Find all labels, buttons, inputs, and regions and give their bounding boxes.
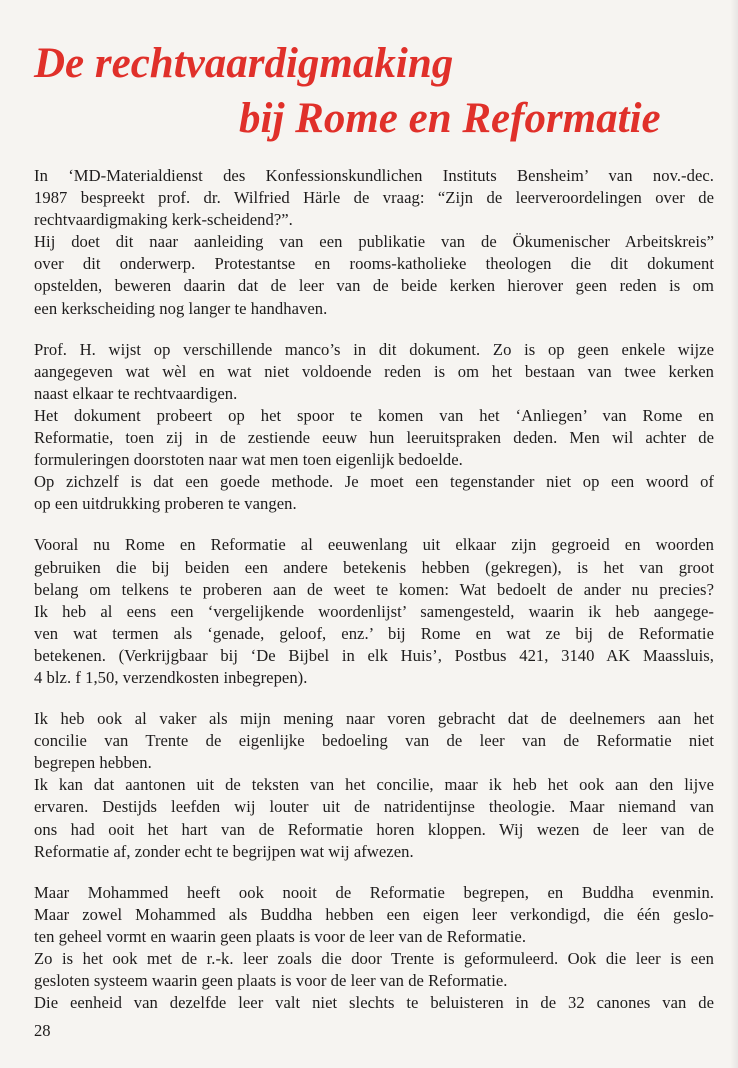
text-line: gesloten systeem waarin geen plaats is voor de leer van de Reformatie. <box>34 971 508 991</box>
text-line: ervaren. Destijds leefden wij louter uit de natridentijnse theologie. Maar niemand van <box>34 797 714 817</box>
text-line: Reformatie af, zonder echt te begrijpen wat wij afwezen. <box>34 841 414 861</box>
text-line: formuleringen doorstoten naar wat men toen eigenlijk bedoelde. <box>34 450 463 470</box>
text-line: 1987 bespreekt prof. dr. Wilfried Härle de vraag: “Zijn de leerveroordelingen over de <box>34 188 714 208</box>
text-line: Prof. H. wijst op verschillende manco’s in dit dokument. Zo is op geen enkele wijze <box>34 339 714 359</box>
paragraph-1 <box>34 165 714 320</box>
text-line: ons had ooit het hart van de Reformatie horen kloppen. Wij wezen de leer van de <box>34 819 714 839</box>
text-line: Reformatie, toen zij in de zestiende eeuw hun leeruitspraken deden. Men wil achter de <box>34 428 714 448</box>
page-number: 28 <box>34 1021 51 1040</box>
text-line: begrepen hebben. <box>34 753 152 773</box>
text-line: een kerkscheiding nog langer te handhaven. <box>34 298 328 318</box>
text-line: ven wat termen als ‘genade, geloof, enz.’ bij Rome en wat ze bij de Reformatie <box>34 623 714 643</box>
text-line: op een uitdrukking proberen te vangen. <box>34 494 297 514</box>
paragraph-3 <box>34 534 714 689</box>
text-line: 4 blz. f 1,50, verzendkosten inbegrepen). <box>34 667 308 687</box>
text-line: Ik heb ook al vaker als mijn mening naar voren gebracht dat de deelnemers aan het <box>34 709 714 729</box>
text-line: Zo is het ook met de r.-k. leer zoals die door Trente is geformuleerd. Ook die leer is een <box>34 949 714 968</box>
body-text <box>34 165 714 1033</box>
text-line: Het dokument probeert op het spoor te komen van het ‘Anliegen’ van Rome en <box>34 405 714 425</box>
page-edge-shadow <box>730 0 738 1068</box>
text-line: concilie van Trente de eigenlijke bedoeling van de leer van de Reformatie niet <box>34 731 714 751</box>
text-line: Die eenheid van dezelfde leer valt niet slechts te beluisteren in de 32 canones van de <box>34 993 714 1013</box>
text-line: betekenen. (Verkrijgbaar bij ‘De Bijbel in elk Huis’, Postbus 421, 3140 AK Maassluis, <box>34 645 714 665</box>
title-line-2: bij Rome en Reformatie <box>239 95 661 142</box>
text-line: ten geheel vormt en waarin geen plaats is voor de leer van de Reformatie. <box>34 926 527 946</box>
text-line: Hij doet dit naar aanleiding van een publikatie van de Ökumenischer Arbeitskreis” <box>34 232 714 252</box>
text-line: aangegeven wat wèl en wat niet voldoende reden is om het bestaan van twee kerken <box>34 361 714 381</box>
text-line: In ‘MD-Materialdienst des Konfessionskundlichen Instituts Bensheim’ van nov.-dec. <box>34 166 714 185</box>
text-line: over dit onderwerp. Protestantse en rooms-katholieke theologen die dit dokument <box>34 254 714 274</box>
text-line: belang om telkens te proberen aan de weet te komen: Wat bedoelt de ander nu precies? <box>34 579 714 599</box>
text-line: naast elkaar te rechtvaardigen. <box>34 383 238 403</box>
text-line: Vooral nu Rome en Reformatie al eeuwenlang uit elkaar zijn gegroeid en woorden <box>34 535 714 555</box>
paragraph-5 <box>34 882 714 1015</box>
text-line: Op zichzelf is dat een goede methode. Je moet een tegenstander niet op een woord of <box>34 472 714 492</box>
text-line: rechtvaardigmaking kerk-scheidend?”. <box>34 210 293 230</box>
text-line: Ik heb al eens een ‘vergelijkende woordenlijst’ samengesteld, waarin ik heb aangege- <box>34 601 714 621</box>
text-line: opstelden, beweren daarin dat de leer van de beide kerken hierover geen reden is om <box>34 276 714 296</box>
text-line: Ik kan dat aantonen uit de teksten van het concilie, maar ik heb het ook aan den lijve <box>34 775 714 795</box>
paragraph-2 <box>34 339 714 516</box>
text-line: Maar Mohammed heeft ook nooit de Reformatie begrepen, en Buddha evenmin. <box>34 882 714 902</box>
title-line-1: De rechtvaardigmaking <box>34 40 454 87</box>
text-line: gebruiken die bij beiden een andere betekenis hebben (gekregen), is het van groot <box>34 557 714 577</box>
text-line: Maar zowel Mohammed als Buddha hebben een eigen leer verkondigd, die één geslo- <box>34 904 714 924</box>
paragraph-4 <box>34 708 714 863</box>
